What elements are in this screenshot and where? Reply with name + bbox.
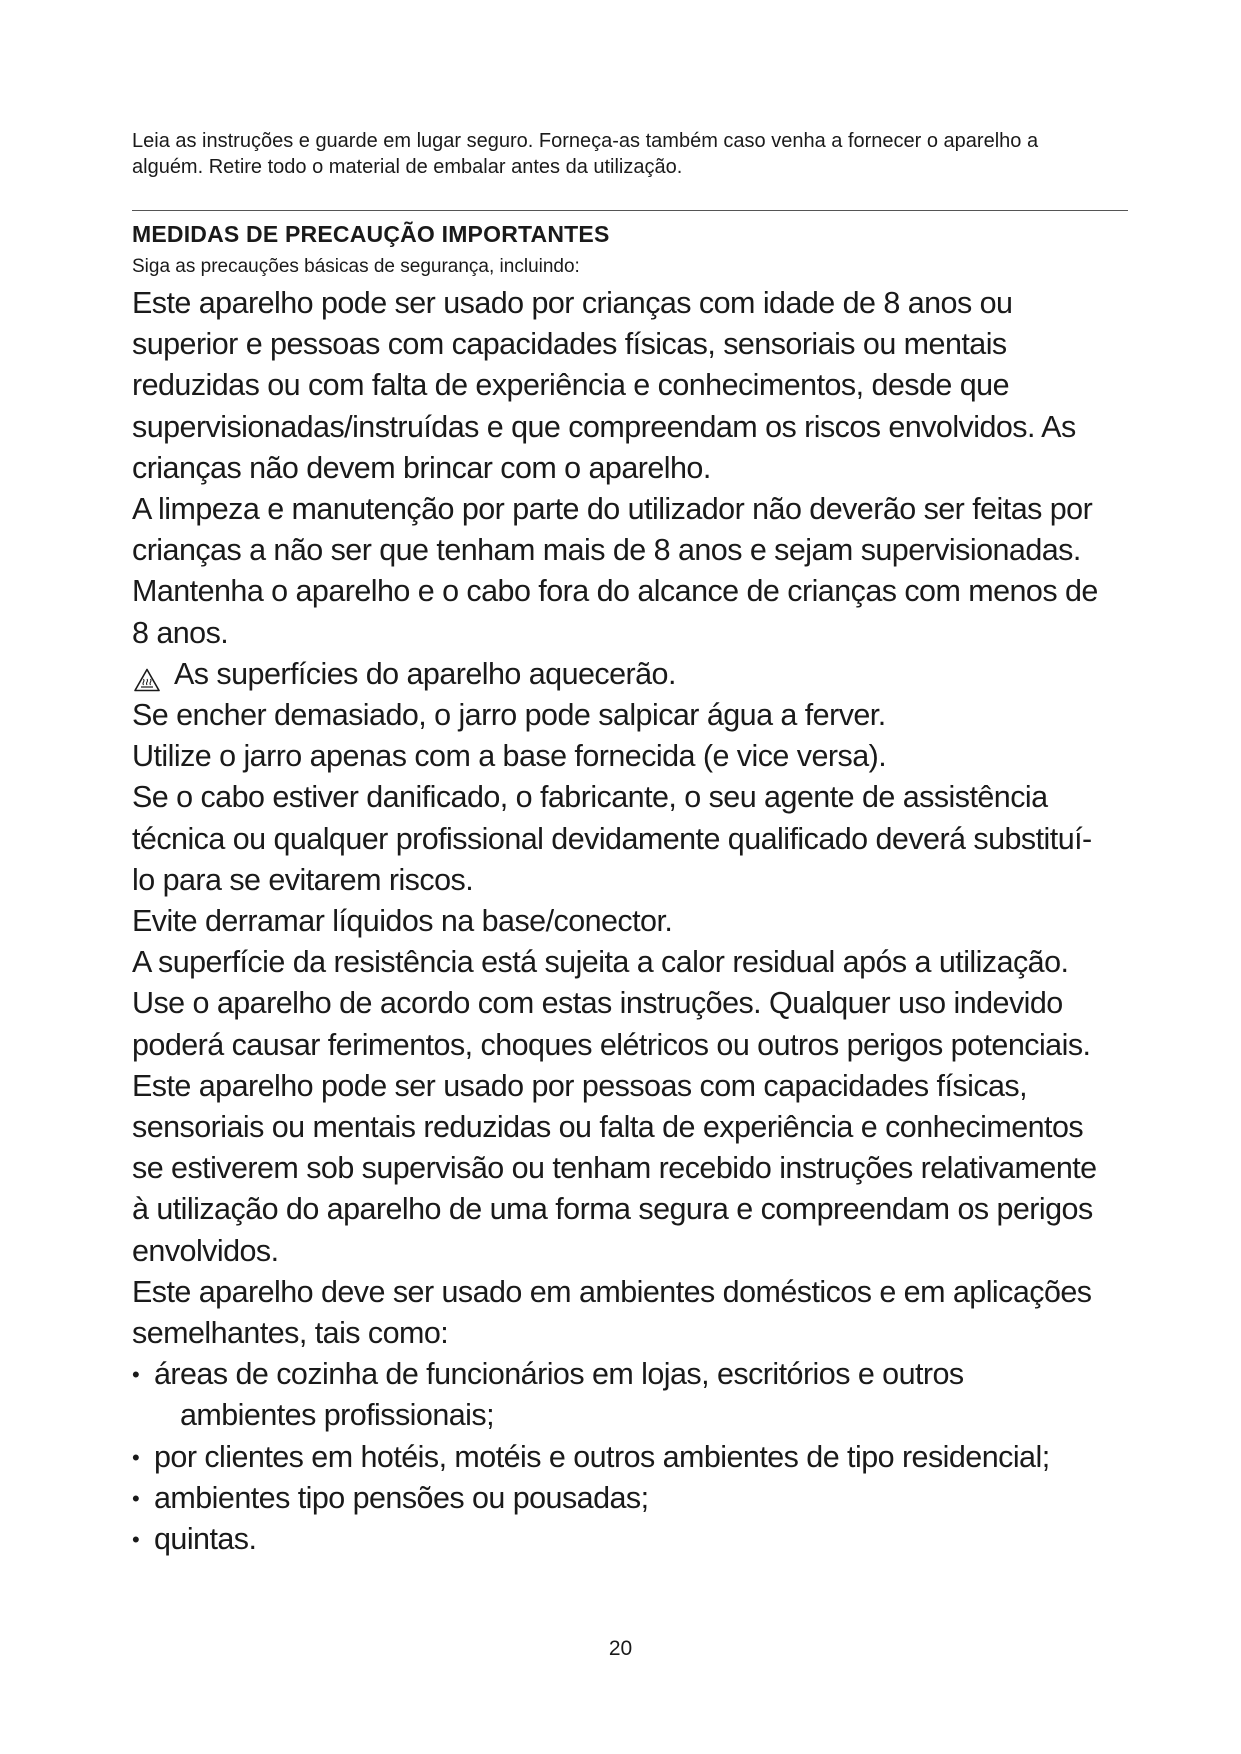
safety-paragraph bbox=[132, 283, 1128, 489]
paragraph-line: superior e pessoas com capacidades físicas, sensoriais ou mentais bbox=[132, 327, 1007, 362]
bullet-point: • bbox=[132, 1527, 140, 1553]
paragraph-line: crianças não devem brincar com o aparelho. bbox=[132, 450, 711, 485]
paragraph-line: supervisionadas/instruídas e que compreendam os riscos envolvidos. As bbox=[132, 409, 1076, 444]
paragraph-line: Se encher demasiado, o jarro pode salpicar água a ferver. bbox=[132, 698, 886, 733]
hot-surface-warning bbox=[132, 654, 1128, 695]
paragraph-line: sensoriais ou mentais reduzidas ou falta de experiência e conhecimentos bbox=[132, 1110, 1084, 1145]
document-page bbox=[132, 128, 1128, 1560]
hot-surface-warning-icon bbox=[134, 662, 160, 686]
paragraph-line: técnica ou qualquer profissional devidamente qualificado deverá substituí- bbox=[132, 821, 1092, 856]
paragraph-line: crianças a não ser que tenham mais de 8 anos e sejam supervisionadas. bbox=[132, 533, 1081, 568]
bullet-point: • bbox=[132, 1362, 140, 1388]
page-number: 20 bbox=[608, 1637, 633, 1660]
intro-line: Leia as instruções e guarde em lugar seguro. Forneça-as também caso venha a fornecer o aparelho a bbox=[132, 130, 1039, 152]
section-subtitle: Siga as precauções básicas de segurança, incluindo: bbox=[132, 256, 580, 277]
paragraph-line: Utilize o jarro apenas com a base fornecida (e vice versa). bbox=[132, 739, 887, 774]
section-divider bbox=[132, 210, 1128, 211]
section-title: MEDIDAS DE PRECAUÇÃO IMPORTANTES bbox=[132, 221, 610, 247]
list-item-text: quintas. bbox=[154, 1522, 257, 1557]
paragraph-line: A superfície da resistência está sujeita a calor residual após a utilização. bbox=[132, 945, 1069, 980]
paragraph-line: se estiverem sob supervisão ou tenham recebido instruções relativamente bbox=[132, 1151, 1097, 1186]
intro-text bbox=[132, 128, 1128, 180]
paragraph-line: à utilização do aparelho de uma forma segura e compreendam os perigos bbox=[132, 1192, 1093, 1227]
intro-line: alguém. Retire todo o material de embalar antes da utilização. bbox=[132, 156, 683, 178]
safety-paragraphs-2 bbox=[132, 695, 1128, 1354]
list-item-text: por clientes em hotéis, motéis e outros ambientes de tipo residencial; bbox=[154, 1439, 1050, 1474]
safety-paragraphs-1 bbox=[132, 283, 1128, 654]
safety-paragraph bbox=[132, 1272, 1128, 1354]
paragraph-line: Use o aparelho de acordo com estas instruções. Qualquer uso indevido bbox=[132, 986, 1063, 1021]
safety-paragraph bbox=[132, 489, 1128, 571]
paragraph-line: 8 anos. bbox=[132, 615, 229, 650]
list-item-text: áreas de cozinha de funcionários em lojas, escritórios e outros bbox=[154, 1357, 964, 1392]
safety-paragraph bbox=[132, 901, 1128, 942]
bullet-point: • bbox=[132, 1485, 140, 1511]
paragraph-line: lo para se evitarem riscos. bbox=[132, 862, 474, 897]
paragraph-line: Este aparelho pode ser usado por crianças com idade de 8 anos ou bbox=[132, 286, 1013, 320]
safety-paragraph bbox=[132, 571, 1128, 653]
safety-paragraph bbox=[132, 1066, 1128, 1272]
usage-environments-list bbox=[132, 1354, 1128, 1560]
safety-paragraph bbox=[132, 777, 1128, 901]
safety-paragraph bbox=[132, 695, 1128, 736]
warning-text: As superfícies do aparelho aquecerão. bbox=[174, 656, 676, 691]
paragraph-line: Mantenha o aparelho e o cabo fora do alcance de crianças com menos de bbox=[132, 574, 1098, 609]
list-item bbox=[132, 1437, 1128, 1478]
paragraph-line: envolvidos. bbox=[132, 1233, 279, 1268]
list-item bbox=[132, 1478, 1128, 1519]
bullet-point: • bbox=[132, 1444, 140, 1470]
paragraph-line: poderá causar ferimentos, choques elétricos ou outros perigos potenciais. bbox=[132, 1027, 1091, 1062]
paragraph-line: Este aparelho pode ser usado por pessoas com capacidades físicas, bbox=[132, 1068, 1028, 1103]
paragraph-line: Se o cabo estiver danificado, o fabricante, o seu agente de assistência bbox=[132, 780, 1048, 815]
safety-paragraph bbox=[132, 942, 1128, 983]
list-item bbox=[132, 1354, 1128, 1436]
paragraph-line: Este aparelho deve ser usado em ambientes domésticos e em aplicações bbox=[132, 1274, 1092, 1309]
safety-paragraph bbox=[132, 983, 1128, 1065]
list-item-text: ambientes tipo pensões ou pousadas; bbox=[154, 1480, 649, 1515]
paragraph-line: semelhantes, tais como: bbox=[132, 1316, 449, 1351]
paragraph-line: reduzidas ou com falta de experiência e conhecimentos, desde que bbox=[132, 368, 1009, 403]
list-item-text-continued: ambientes profissionais; bbox=[180, 1398, 494, 1433]
paragraph-line: Evite derramar líquidos na base/conector. bbox=[132, 904, 673, 939]
paragraph-line: A limpeza e manutenção por parte do utilizador não deverão ser feitas por bbox=[132, 492, 1093, 527]
list-item bbox=[132, 1519, 1128, 1560]
safety-paragraph bbox=[132, 736, 1128, 777]
